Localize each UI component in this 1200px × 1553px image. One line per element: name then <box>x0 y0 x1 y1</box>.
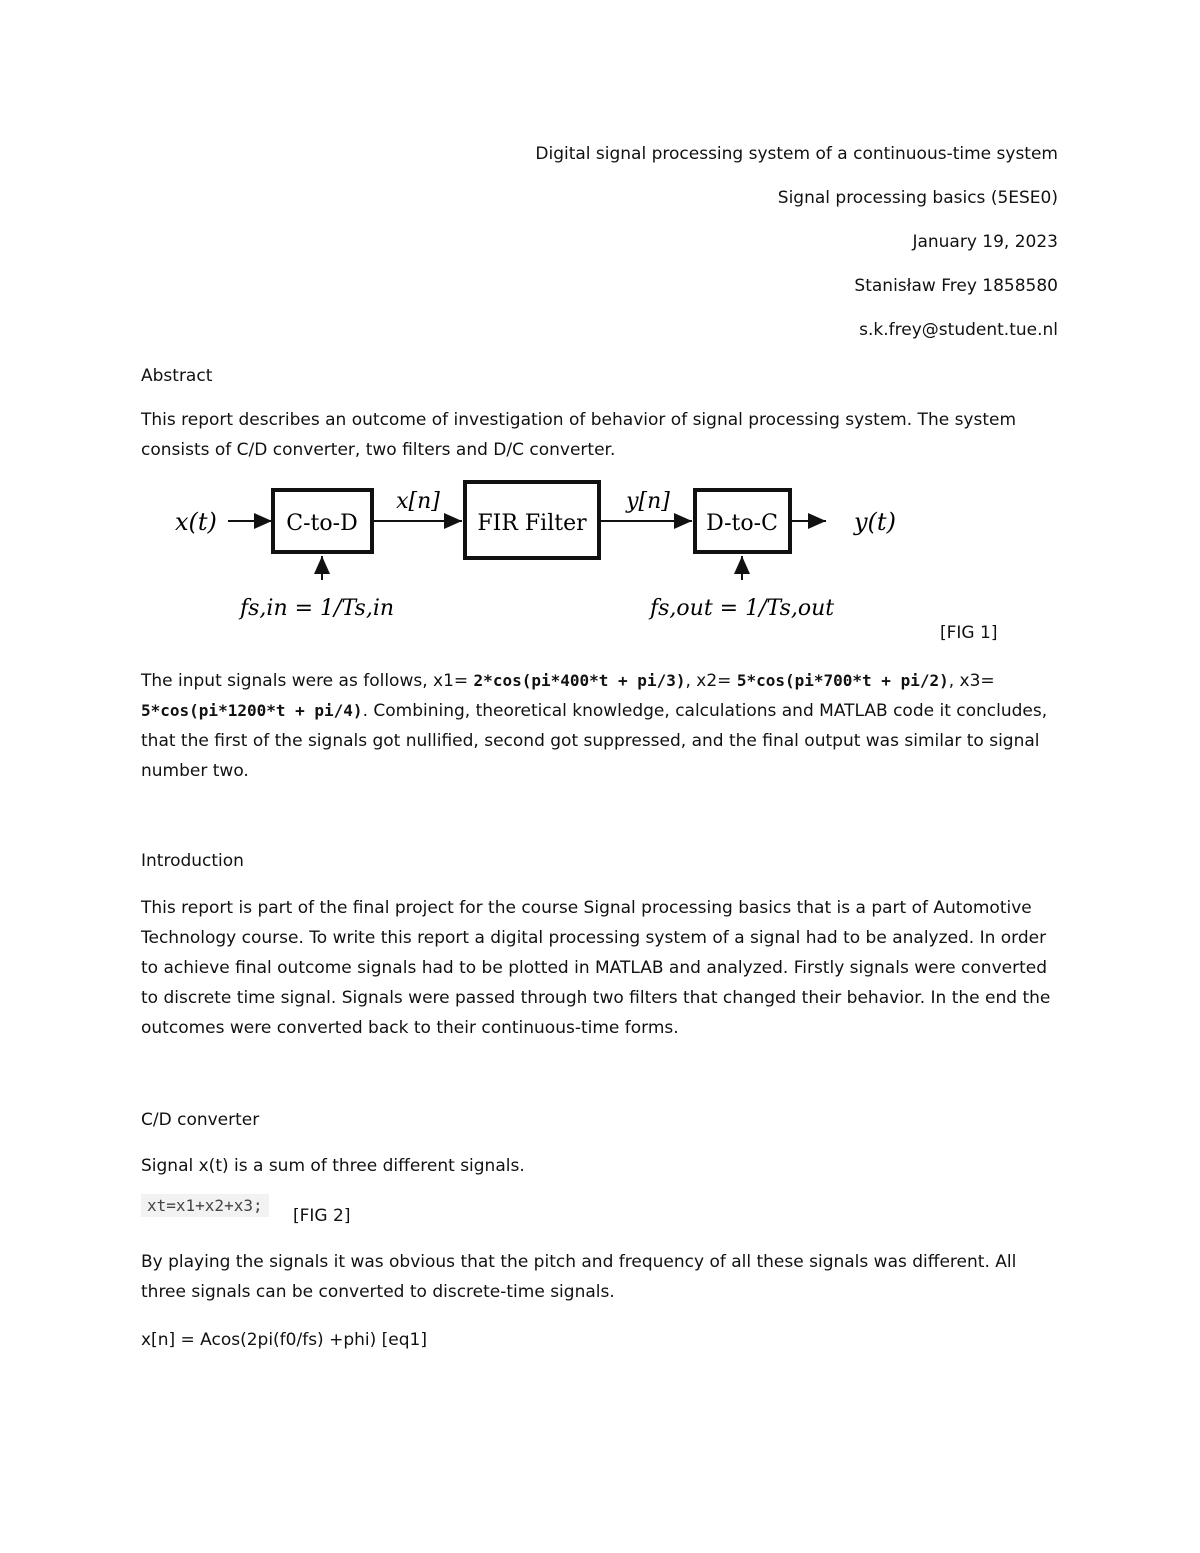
c-to-d-label: C-to-D <box>286 511 358 536</box>
introduction-heading: Introduction <box>141 851 244 871</box>
author-name: Stanisław Frey 1858580 <box>854 276 1058 296</box>
diagram-output-label: y(t) <box>854 508 896 536</box>
fir-filter-label: FIR Filter <box>477 511 587 536</box>
course-name: Signal processing basics (5ESE0) <box>777 188 1058 208</box>
diagram-input-label: x(t) <box>175 508 217 536</box>
author-email: s.k.frey@student.tue.nl <box>859 320 1058 340</box>
document-title: Digital signal processing system of a continuous-time system <box>535 144 1058 164</box>
cd-paragraph: By playing the signals it was obvious that the pitch and frequency of all these signals was different. All three signals can be converted to discrete-time signals. <box>141 1252 1017 1302</box>
xn-label: x[n] <box>396 489 440 514</box>
fig2-caption: [FIG 2] <box>293 1206 351 1226</box>
matlab-code-snippet: xt=x1+x2+x3; <box>141 1194 269 1217</box>
equation-1: x[n] = Acos(2pi(f0/fs) +phi) [eq1] <box>141 1330 427 1350</box>
fig1-caption: [FIG 1] <box>940 623 998 643</box>
fs-in-label: fs,in = 1/Ts,in <box>240 596 395 621</box>
signals-text-3: , x3= <box>948 671 995 691</box>
cd-converter-heading: C/D converter <box>141 1110 260 1130</box>
cd-sum-line: Signal x(t) is a sum of three different signals. <box>141 1156 525 1176</box>
signal-x3: 5*cos(pi*1200*t + pi/4) <box>141 701 363 720</box>
signals-text-1: The input signals were as follows, x1= <box>141 671 474 691</box>
yn-label: y[n] <box>626 489 670 514</box>
signal-x2: 5*cos(pi*700*t + pi/2) <box>736 671 949 690</box>
signals-paragraph <box>141 666 1061 786</box>
fs-out-label: fs,out = 1/Ts,out <box>650 596 835 621</box>
signals-text-2: , x2= <box>685 671 737 691</box>
abstract-text: This report describes an outcome of investigation of behavior of signal processing system. The system consists of C/D converter, two filters and D/C converter. <box>141 410 1017 460</box>
signals-text-4: . Combining, theoretical knowledge, calculations and MATLAB code it concludes, that the first of the signals got nullified, second got suppressed, and the final output was similar to signal number two. <box>141 701 1048 781</box>
d-to-c-label: D-to-C <box>706 511 778 536</box>
abstract-heading: Abstract <box>141 366 213 386</box>
introduction-text: This report is part of the final project for the course Signal processing basics that is a part of Automotive Technology course. To write this report a digital processing system of a signal had to be analyzed. In order to achieve final outcome signals had to be plotted in MATLAB and analyzed. Firstly signals were converted to discrete time signal. Signals were passed through two filters that changed their behavior. In the end the outcomes were converted back to their continuous-time forms. <box>141 898 1051 1038</box>
block-diagram <box>160 470 920 630</box>
signal-x1: 2*cos(pi*400*t + pi/3) <box>473 671 686 690</box>
document-date: January 19, 2023 <box>912 232 1058 252</box>
